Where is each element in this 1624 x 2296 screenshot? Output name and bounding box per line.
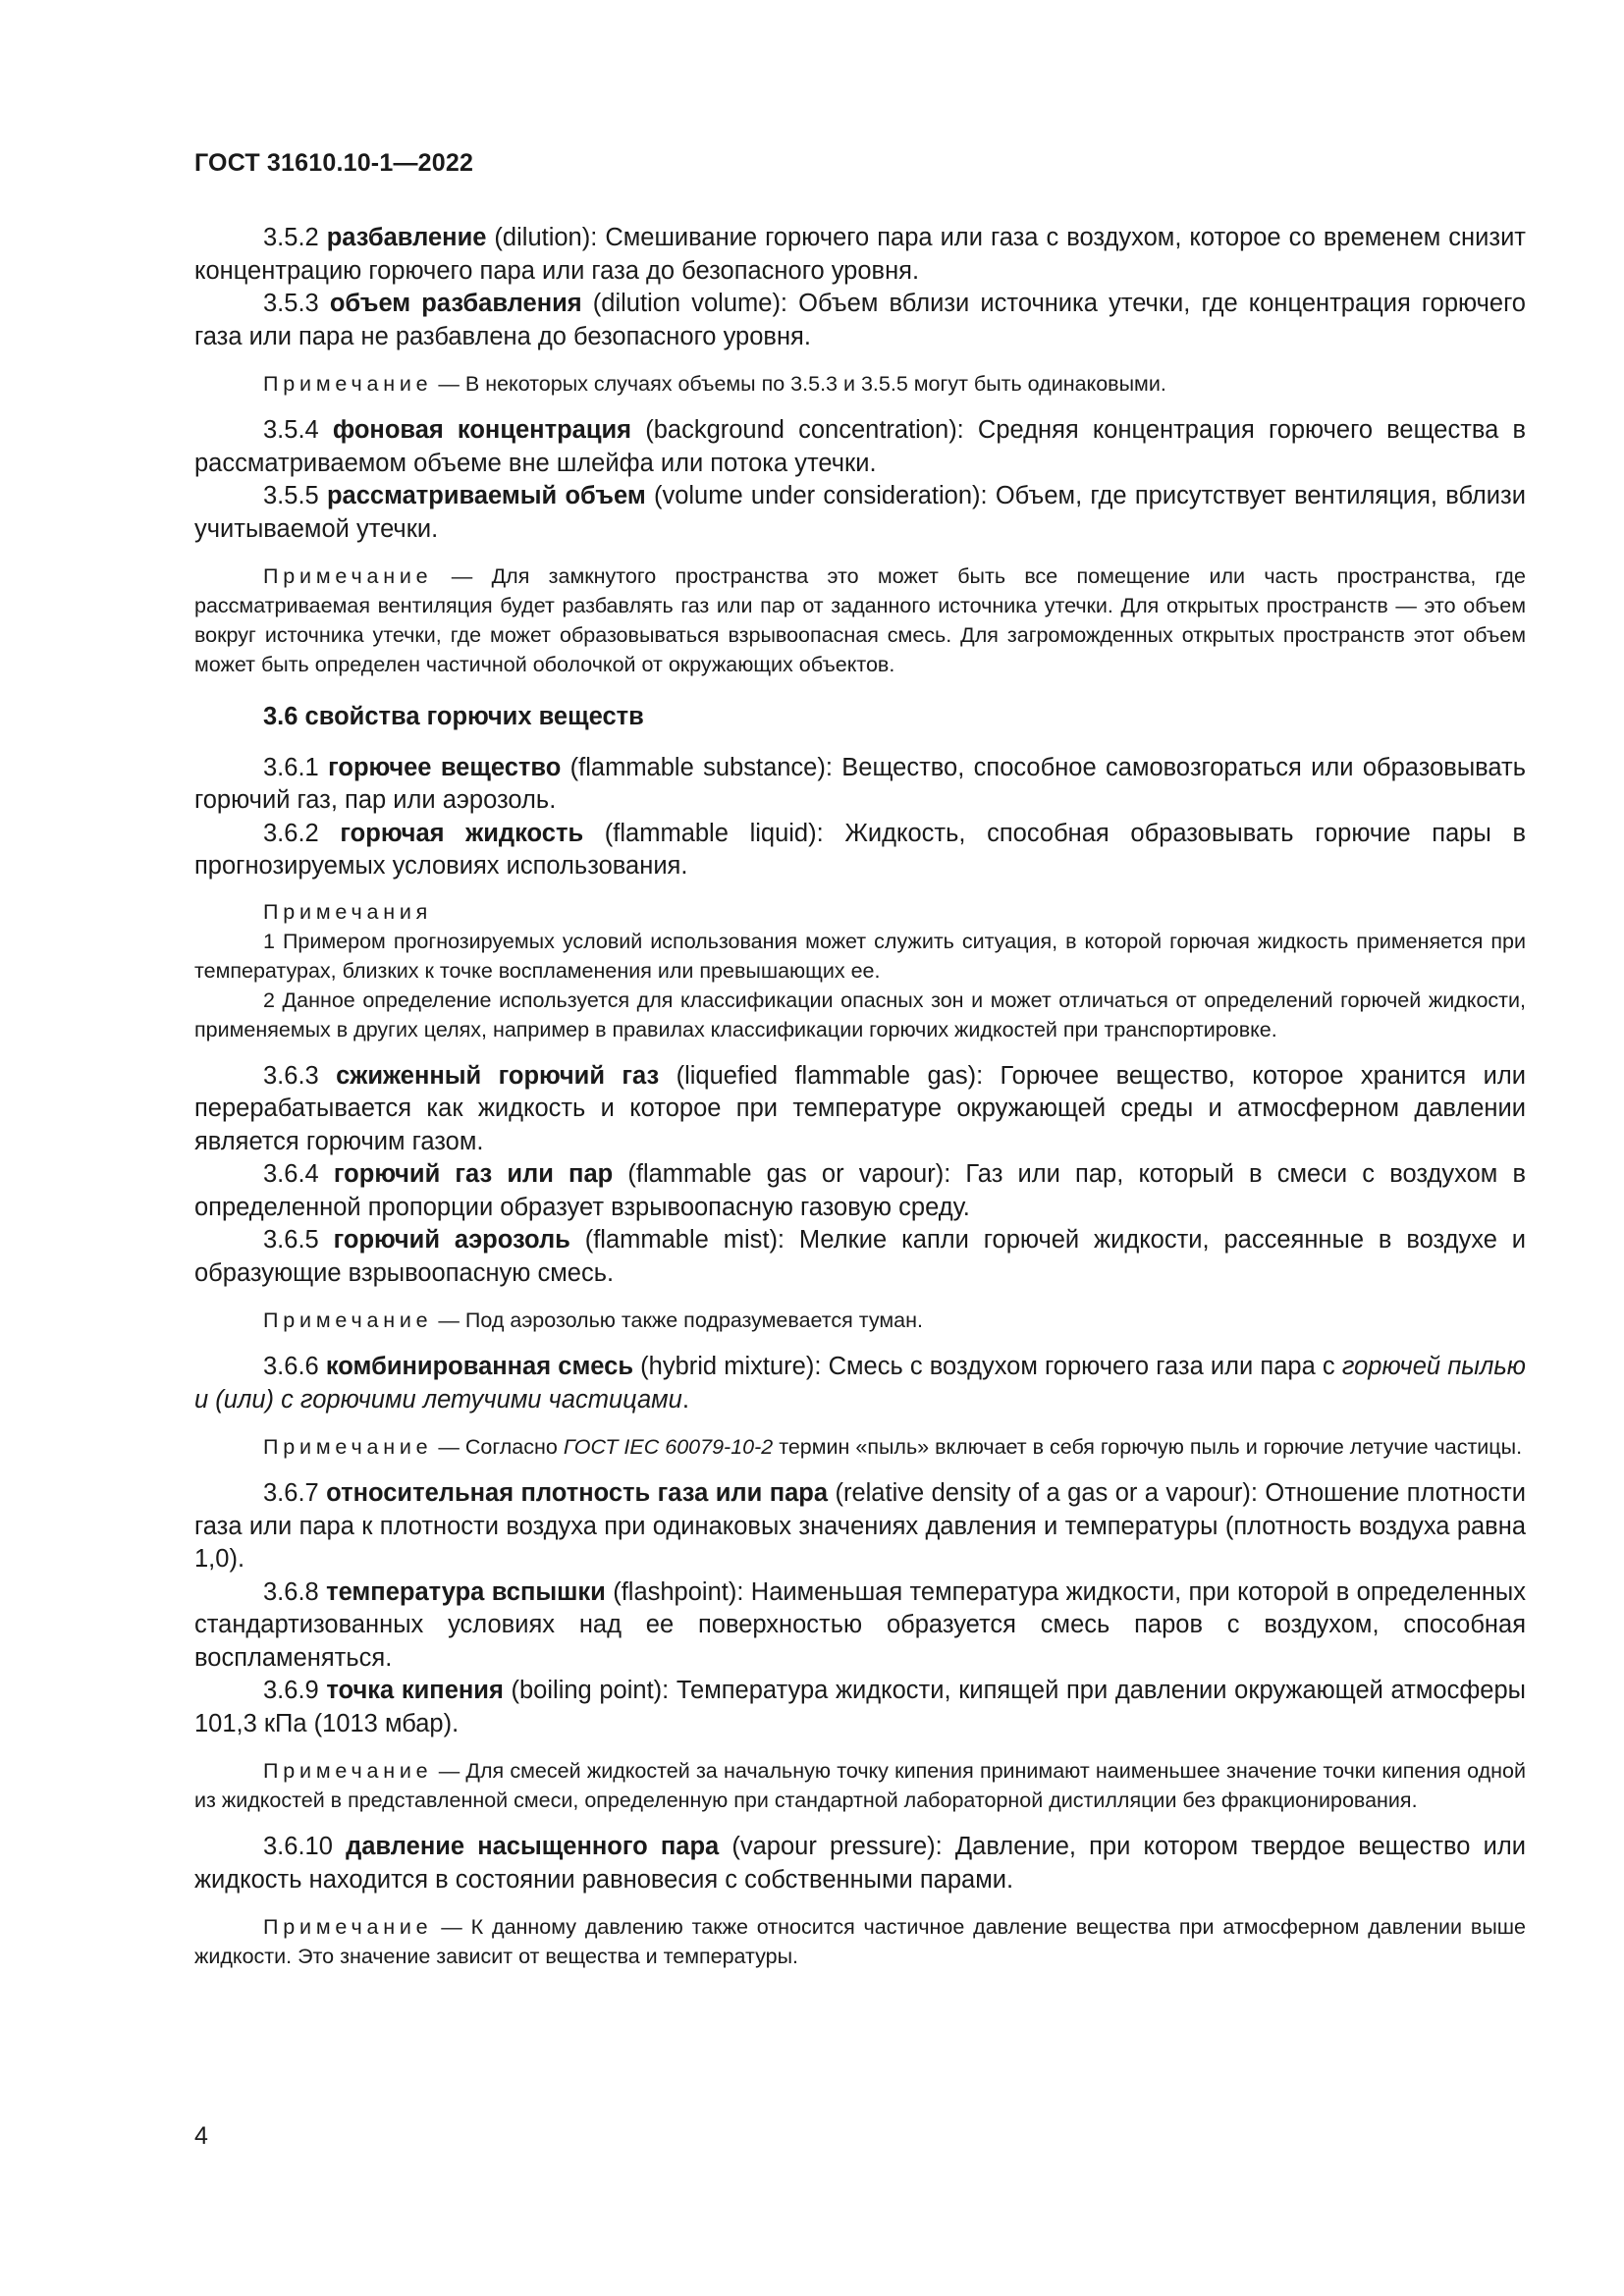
definition-paragraph: [194, 1351, 1526, 1416]
term: объем разбавления: [329, 290, 582, 317]
definition-text: (volume under consideration): Объем, где присутствует вентиляция, вблизи учитываемой утечки.: [194, 482, 1526, 543]
notes-label: Примечания: [263, 899, 433, 924]
note-tail: термин «пыль» включает в себя горючую пыль и горючие летучие частицы.: [773, 1435, 1523, 1459]
section-number: 3.6: [263, 703, 298, 730]
definition-text: (boiling point): Температура жидкости, кипящей при давлении окружающей атмосферы 101,3 кПа (1013 мбар).: [194, 1677, 1526, 1737]
definition-text: (flammable gas or vapour): Газ или пар, который в смеси с воздухом в определенной пропорции образует взрывоопасную газовую среду.: [194, 1160, 1526, 1221]
definition-paragraph: [194, 1831, 1526, 1896]
note-text: — Под аэрозолью также подразумевается туман.: [432, 1308, 923, 1332]
term: относительная плотность газа или пара: [326, 1479, 829, 1507]
term: сжиженный горючий газ: [336, 1061, 660, 1090]
definition-paragraph: [194, 1576, 1526, 1676]
definition-paragraph: [194, 752, 1526, 818]
definition-paragraph: [194, 414, 1526, 480]
note-item: 1 Примером прогнозируемых условий использования может служить ситуация, в которой горючая жидкость применяется при температурах, близких к точке воспламенения или превышающих ее.: [194, 929, 1526, 983]
clause-number: 3.6.8: [263, 1577, 319, 1606]
term: разбавление: [326, 224, 487, 251]
note-item: 2 Данное определение используется для классификации опасных зон и может отличаться от определений горючей жидкости, применяемых в других целях, например в правилах классификации горючих жидкостей при транспортировке.: [194, 988, 1526, 1041]
definition-paragraph: [194, 818, 1526, 883]
definition-paragraph: [194, 1060, 1526, 1159]
term: горючий газ или пар: [333, 1160, 614, 1188]
definition-paragraph: [194, 288, 1526, 353]
term: комбинированная смесь: [325, 1353, 634, 1380]
notes-group: [194, 897, 1526, 1044]
term: горючая жидкость: [340, 819, 584, 847]
note-reference: ГОСТ IEC 60079-10-2: [563, 1435, 774, 1459]
document-header: ГОСТ 31610.10-1—2022: [194, 149, 474, 177]
note-text: — В некоторых случаях объемы по 3.5.3 и 3.5.5 могут быть одинаковыми.: [432, 372, 1166, 396]
clause-number: 3.6.4: [263, 1160, 319, 1188]
clause-number: 3.6.1: [263, 753, 319, 781]
note: [194, 1912, 1526, 1971]
clause-number: 3.5.2: [263, 224, 319, 251]
definition-paragraph: [194, 480, 1526, 546]
note: [194, 561, 1526, 679]
section-text: свойства горючих веществ: [304, 703, 644, 730]
clause-number: 3.6.10: [263, 1833, 333, 1860]
note-text: — Для замкнутого пространства это может быть все помещение или часть пространства, где рассматриваемая вентиляция будет разбавлять газ или пар от заданного источника утечки. Для открытых пространств — это объем вокруг источника утечки, где может образовываться взрывоопасная смесь. Для загроможденных открытых пространств этот объем может быть определен частичной оболочкой от окружающих объектов.: [194, 564, 1526, 676]
clause-number: 3.5.4: [263, 416, 319, 444]
note-label: Примечание: [263, 372, 433, 396]
note-text: — К данному давлению также относится частичное давление вещества при атмосферном давлении выше жидкости. Это значение зависит от вещества и температуры.: [194, 1915, 1526, 1968]
note-label: Примечание: [263, 1435, 433, 1459]
note-label: Примечание: [263, 1308, 433, 1332]
term: давление насыщенного пара: [346, 1833, 720, 1860]
definition-text: (liquefied flammable gas): Горючее вещество, которое хранится или перерабатывается как жидкость и которое при температуре окружающей среды и атмосферном давлении является горючим газом.: [194, 1061, 1526, 1155]
italic-text: горючей пылью и (или) с горючими летучими частицами: [194, 1353, 1526, 1414]
definition-text: (hybrid mixture): Смесь с воздухом горючего газа или пара с: [633, 1353, 1342, 1380]
definition-paragraph: [194, 1477, 1526, 1576]
definition-text: (flammable liquid): Жидкость, способная образовывать горючие пары в прогнозируемых условиях использования.: [194, 819, 1526, 880]
term: горючий аэрозоль: [333, 1226, 570, 1254]
term: рассматриваемый объем: [326, 482, 646, 509]
clause-number: 3.6.5: [263, 1226, 319, 1254]
term: точка кипения: [326, 1677, 504, 1704]
note: [194, 1432, 1526, 1462]
note-label: Примечание: [263, 564, 433, 588]
definition-paragraph: [194, 222, 1526, 288]
clause-number: 3.5.3: [263, 290, 319, 317]
term: фоновая концентрация: [332, 416, 632, 444]
clause-number: 3.6.2: [263, 819, 319, 847]
note-text: — Для смесей жидкостей за начальную точку кипения принимают наименьшее значение точки кипения одной из жидкостей в представленной смеси, определенную при стандартной лабораторной дистилляции без фракционирования.: [194, 1759, 1526, 1812]
clause-number: 3.5.5: [263, 482, 319, 509]
definition-text: (flammable mist): Мелкие капли горючей жидкости, рассеянные в воздухе и образующие взрывоопасную смесь.: [194, 1226, 1526, 1287]
clause-number: 3.6.3: [263, 1061, 319, 1090]
definition-text: (background concentration): Средняя концентрация горючего вещества в рассматриваемом объеме вне шлейфа или потока утечки.: [194, 416, 1527, 477]
note: [194, 369, 1526, 399]
definition-text: (dilution): Смешивание горючего пара или газа с воздухом, которое со временем снизит концентрацию горючего пара или газа до безопасного уровня.: [194, 224, 1526, 285]
definition-text: (vapour pressure): Давление, при котором твердое вещество или жидкость находится в состоянии равновесия с собственными парами.: [194, 1833, 1526, 1894]
definition-text: (flammable substance): Вещество, способное самовозгораться или образовывать горючий газ, пар или аэрозоль.: [194, 753, 1526, 814]
definition-paragraph: [194, 1158, 1526, 1224]
note-text: — Согласно: [432, 1435, 564, 1459]
definition-text: (relative density of a gas or a vapour): Отношение плотности газа или пара к плотности воздуха при одинаковых значениях давления и температуры (плотность воздуха равна 1,0).: [194, 1479, 1526, 1573]
note-label: Примечание: [263, 1759, 433, 1783]
term: горючее вещество: [328, 753, 562, 781]
note: [194, 1306, 1526, 1335]
definition-paragraph: [194, 1675, 1526, 1740]
page-number: 4: [194, 2122, 208, 2150]
note: [194, 1756, 1526, 1815]
section-title: [194, 701, 1526, 734]
note-label: Примечание: [263, 1915, 433, 1939]
clause-number: 3.6.7: [263, 1479, 319, 1507]
clause-number: 3.6.9: [263, 1677, 319, 1704]
clause-number: 3.6.6: [263, 1353, 319, 1380]
term: температура вспышки: [326, 1577, 606, 1606]
definition-tail: .: [681, 1385, 689, 1414]
document-body: [194, 222, 1526, 1987]
definition-text: (flashpoint): Наименьшая температура жидкости, при которой в определенных стандартизованных условиях над ее поверхностью образуется смесь паров с воздухом, способная воспламеняться.: [194, 1577, 1526, 1672]
definition-paragraph: [194, 1224, 1526, 1290]
definition-text: (dilution volume): Объем вблизи источника утечки, где концентрация горючего газа или пара не разбавлена до безопасного уровня.: [194, 290, 1526, 350]
